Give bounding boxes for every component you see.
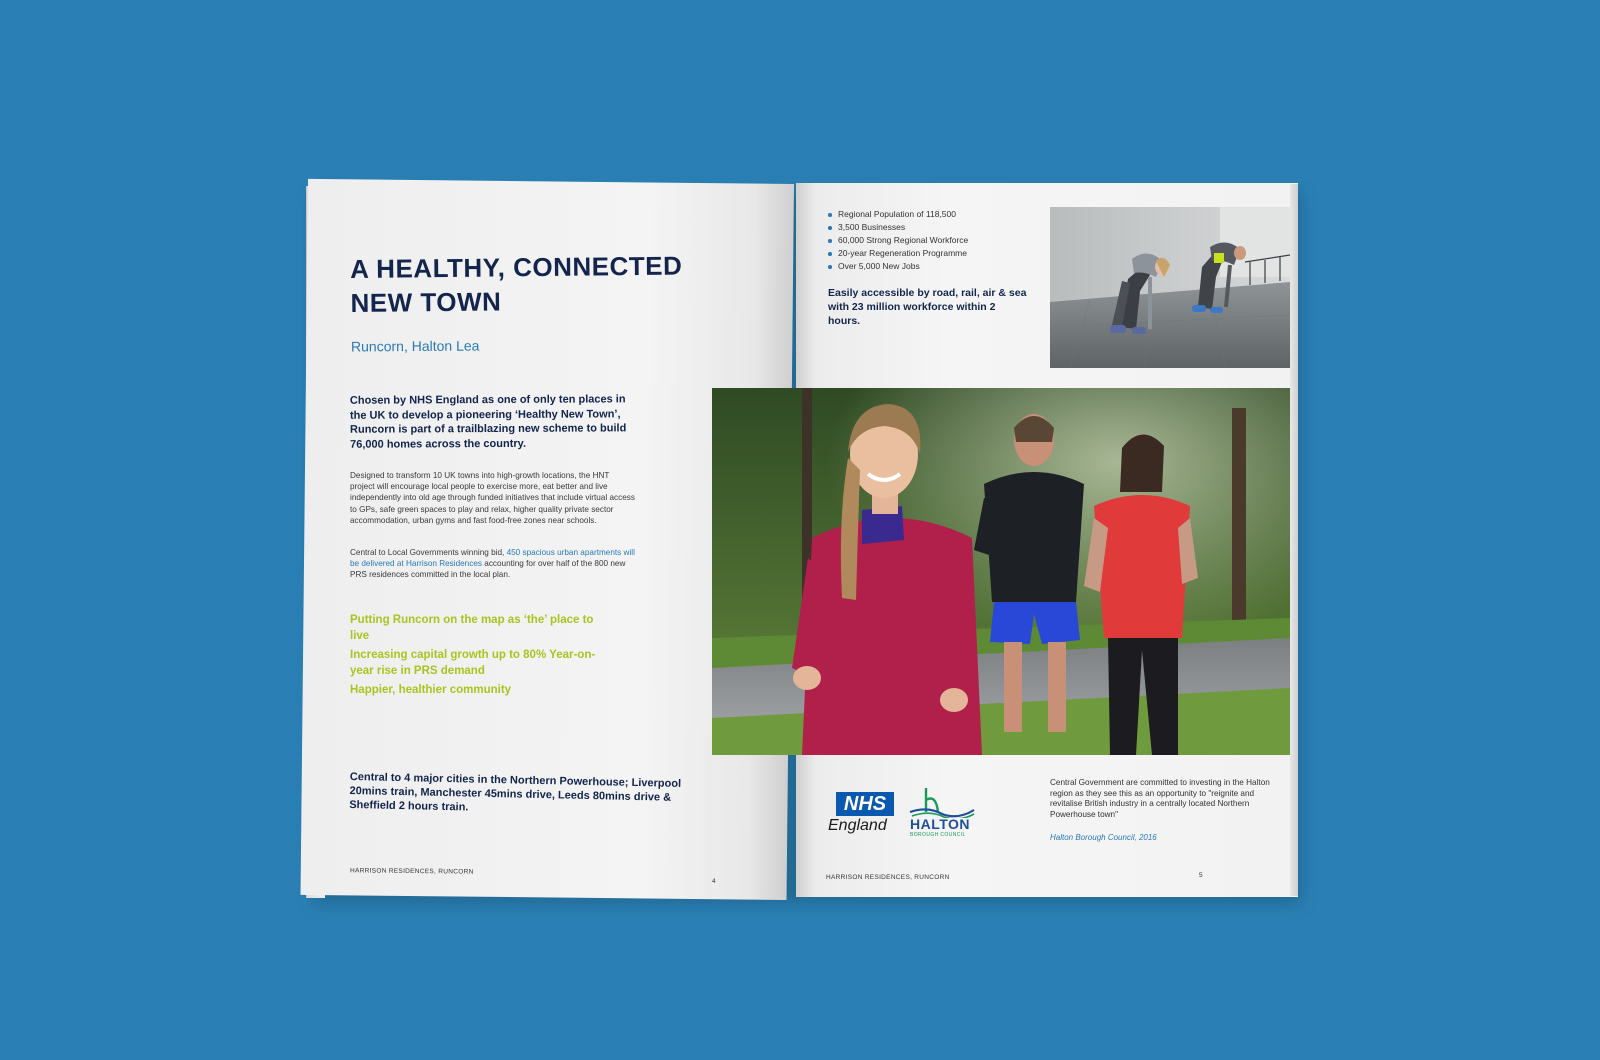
body-paragraph-2 [350,547,635,581]
runners-photo-graphic [712,388,1290,755]
harrison-residences-link[interactable]: 450 spacious urban apartments will be delivered at Harrison Residences [350,548,635,569]
body-paragraph-2-end: accounting for over half of the 800 new PRS residences committed in the local plan. [350,559,626,580]
page-subheading: Runcorn, Halton Lea [350,337,480,355]
runners-photo [712,388,1290,755]
body-paragraph-2-start: Central to Local Governments winning bid, [350,548,507,557]
bullet-item: Over 5,000 New Jobs [828,260,968,273]
quote-source: Halton Borough Council, 2016 [1050,833,1157,842]
halton-logo-wordmark: HALTON [910,816,971,832]
bullet-item: 3,500 Businesses [828,221,968,234]
highlight-item: Increasing capital growth up to 80% Year-on-year rise in PRS demand [350,649,596,677]
left-page-number: 4 [712,878,716,885]
right-page-edge [1290,184,1298,896]
body-paragraph-1: Designed to transform 10 UK towns into high-growth locations, the HNT project will encourage local people to exercise more, eat better and live independently into old age through funded initiatives that include virtual access to GPs, safe green spaces to play and relax, higher quality private sector accommodation, urban gyms and fast food-free zones near schools. [350,471,635,525]
intro-paragraph: Chosen by NHS England as one of only ten places in the UK to develop a pioneering ‘Healthy New Town’, Runcorn is part of a trailblazing new scheme to build 76,000 homes across the country. [349,393,627,451]
right-footer: HARRISON RESIDENCES, RUNCORN [826,874,950,881]
halton-logo-mark-icon [908,786,978,818]
halton-logo-subtitle: BOROUGH COUNCIL [910,832,966,838]
nhs-logo-mark: NHS [836,792,894,816]
cities-paragraph: Central to 4 major cities in the Northern Powerhouse; Liverpool 20mins train, Manchester 45mins drive, Leeds 80mins drive & Sheffield 2 hours train. [349,770,682,814]
bullet-item: Regional Population of 118,500 [828,208,968,221]
page-heading: A HEALTHY, CONNECTED NEW TOWN [350,250,683,318]
highlight-item: Happier, healthier community [350,684,512,696]
stats-bullet-list [828,208,968,273]
highlight-item: Putting Runcorn on the map as ‘the’ place to live [350,614,594,642]
stretching-photo [1050,207,1290,368]
right-page-number: 5 [1199,872,1203,879]
accessibility-statement: Easily accessible by road, rail, air & sea with 23 million workforce within 2 hours. [828,287,1027,327]
left-footer: HARRISON RESIDENCES, RUNCORN [349,867,474,876]
nhs-logo-wordmark: England [828,817,887,834]
bullet-item: 20-year Regeneration Programme [828,247,968,260]
nhs-england-logo [828,792,898,840]
halton-borough-council-logo [908,786,978,842]
stretching-photo-graphic [1050,207,1290,368]
government-quote: Central Government are committed to investing in the Halton region as they see this as an opportunity to "reignite and revitalise British industry in a centrally located Northern Powerhouse town" [1050,778,1270,819]
bullet-item: 60,000 Strong Regional Workforce [828,234,968,247]
highlights-list [350,613,610,703]
